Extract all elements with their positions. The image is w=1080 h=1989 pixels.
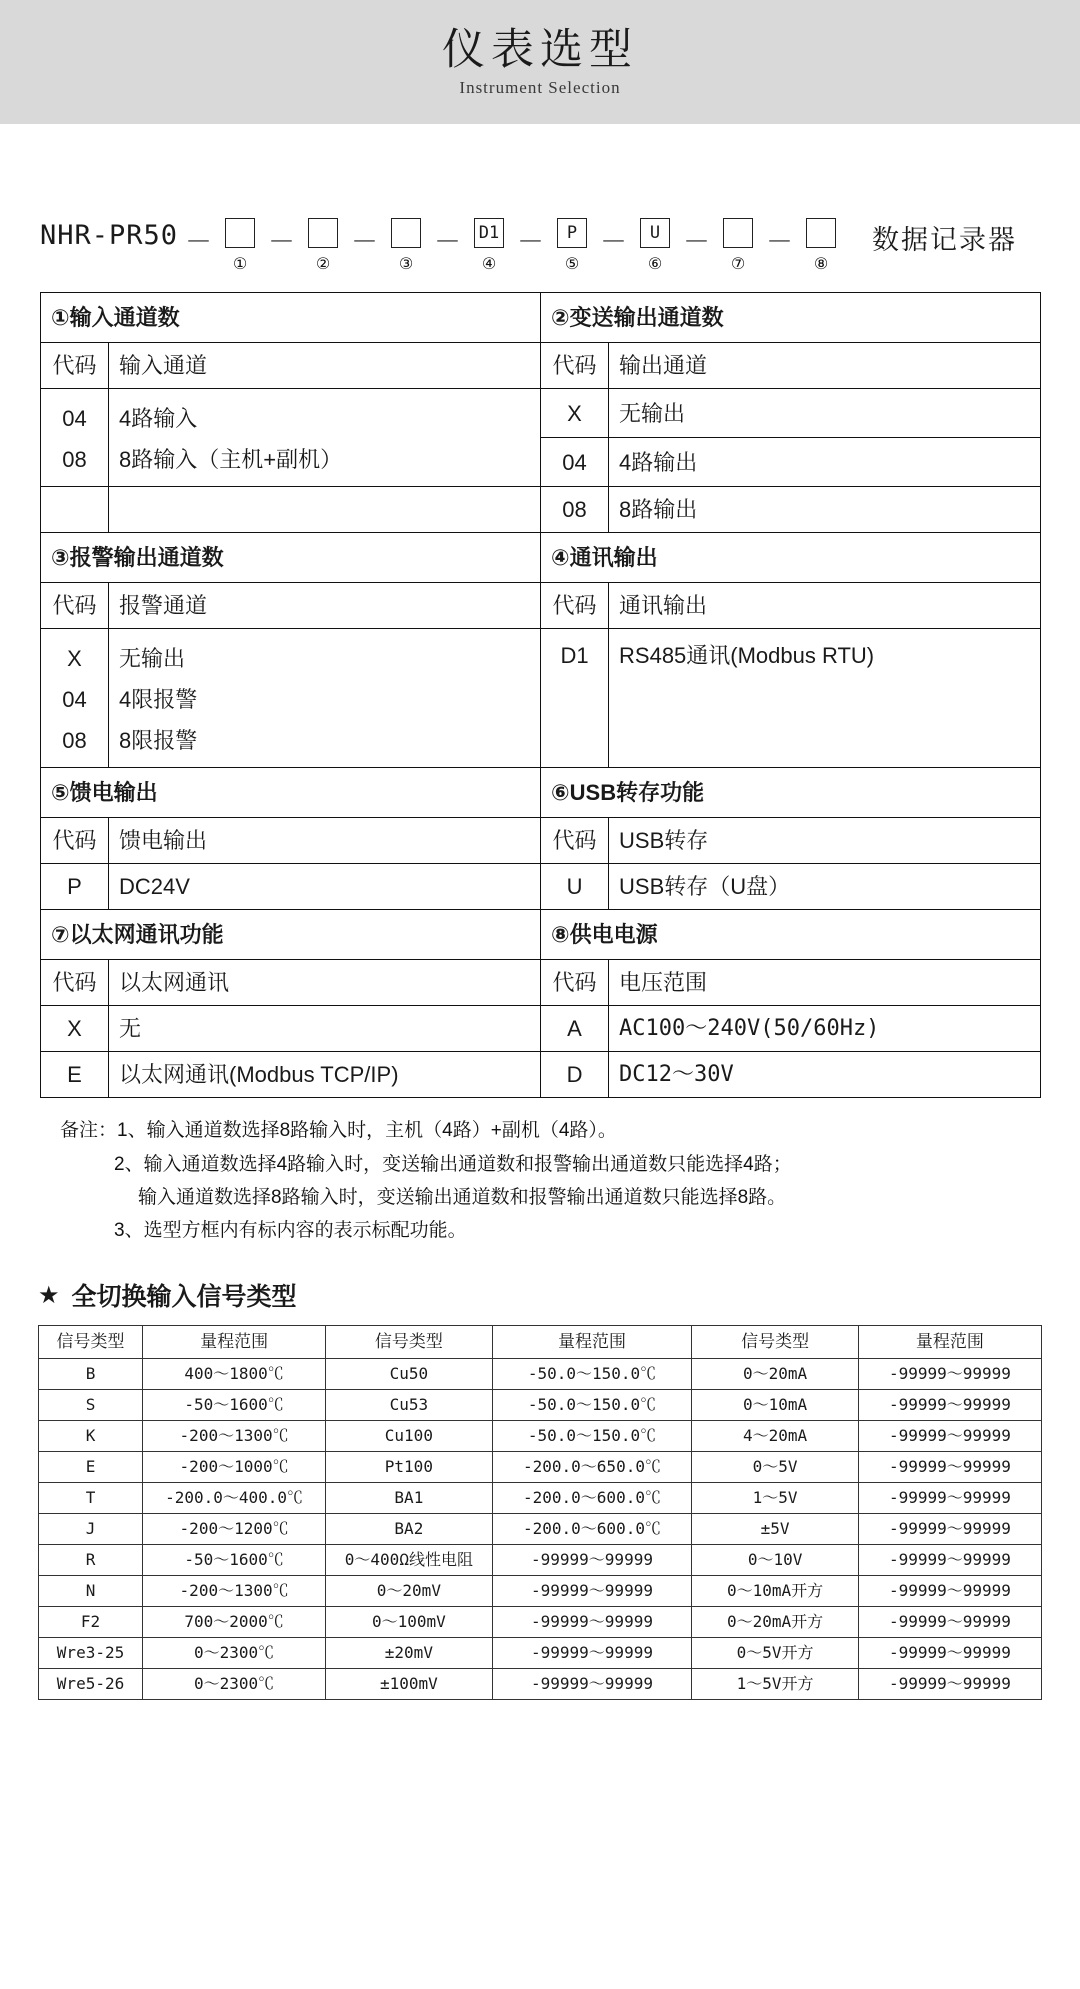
section-1-desc-1: 8路输入（主机+副机） bbox=[119, 446, 343, 472]
table-header-row bbox=[39, 1326, 1042, 1358]
table-row bbox=[41, 960, 1041, 1006]
section-1-desc-0: 4路输入 bbox=[119, 406, 198, 431]
signal-cell: -99999～99999 bbox=[858, 1482, 1041, 1513]
section-7-code-header: 代码 bbox=[41, 960, 109, 1006]
signal-cell: -99999～99999 bbox=[858, 1668, 1041, 1699]
section-6-code-0: U bbox=[541, 864, 609, 910]
selection-table bbox=[40, 292, 1041, 1098]
page-title: 仪表选型 bbox=[442, 26, 638, 74]
signal-cell: Pt100 bbox=[326, 1451, 492, 1482]
section-8-desc-0: AC100～240V(50/60Hz) bbox=[609, 1006, 1041, 1052]
section-6-desc-0: USB转存（U盘） bbox=[609, 864, 1041, 910]
signal-cell: BA1 bbox=[326, 1482, 492, 1513]
signal-cell: -99999～99999 bbox=[858, 1451, 1041, 1482]
notes-line-3: 3、选型方框内有标内容的表示标配功能。 bbox=[114, 1220, 467, 1242]
section-4-desc-0: RS485通讯(Modbus RTU) bbox=[609, 629, 1041, 768]
signal-cell: E bbox=[39, 1451, 143, 1482]
signal-cell: -200～1300℃ bbox=[143, 1575, 326, 1606]
signal-cell: -200～1300℃ bbox=[143, 1420, 326, 1451]
table-row bbox=[41, 1052, 1041, 1098]
signal-cell: 0～20mA开方 bbox=[692, 1606, 858, 1637]
star-icon: ★ bbox=[38, 1281, 60, 1309]
signal-cell: 1～5V bbox=[692, 1482, 858, 1513]
signal-cell: -50.0～150.0℃ bbox=[492, 1358, 692, 1389]
signal-cell: Cu100 bbox=[326, 1420, 492, 1451]
signal-cell: 700～2000℃ bbox=[143, 1606, 326, 1637]
section-1-code-header: 代码 bbox=[41, 343, 109, 389]
section-3-code-1: 04 bbox=[62, 687, 87, 713]
signal-cell: -99999～99999 bbox=[492, 1637, 692, 1668]
signal-cell: -99999～99999 bbox=[858, 1358, 1041, 1389]
signal-header-5: 量程范围 bbox=[858, 1326, 1041, 1358]
signal-cell: J bbox=[39, 1513, 143, 1544]
model-dash-2: － bbox=[268, 227, 296, 258]
signal-cell: Cu50 bbox=[326, 1358, 492, 1389]
table-row bbox=[39, 1544, 1042, 1575]
signal-header-4: 信号类型 bbox=[692, 1326, 858, 1358]
signal-section-title: 全切换输入信号类型 bbox=[71, 1283, 297, 1312]
signal-cell: -99999～99999 bbox=[858, 1606, 1041, 1637]
section-7-desc-0: 无 bbox=[109, 1006, 541, 1052]
signal-cell: -200.0～600.0℃ bbox=[492, 1482, 692, 1513]
section-6-title: ⑥USB转存功能 bbox=[541, 768, 1041, 818]
section-2-desc-2: 8路输出 bbox=[609, 487, 1041, 533]
section-2-title: ②变送输出通道数 bbox=[541, 293, 1041, 343]
section-2-desc-0: 无输出 bbox=[609, 389, 1041, 438]
table-row bbox=[41, 1006, 1041, 1052]
notes-line-1 bbox=[60, 1114, 1020, 1147]
section-2-desc-1: 4路输出 bbox=[609, 438, 1041, 487]
signal-cell: 0～400Ω线性电阻 bbox=[326, 1544, 492, 1575]
signal-cell: -200.0～600.0℃ bbox=[492, 1513, 692, 1544]
signal-header-2: 信号类型 bbox=[326, 1326, 492, 1358]
section-3-code-2: 08 bbox=[62, 727, 87, 753]
model-slot-4-index: ④ bbox=[481, 256, 497, 273]
model-slot-3 bbox=[385, 210, 427, 274]
section-2-code-header: 代码 bbox=[541, 343, 609, 389]
signal-cell: 0～10V bbox=[692, 1544, 858, 1575]
signal-cell: 0～10mA bbox=[692, 1389, 858, 1420]
signal-cell: T bbox=[39, 1482, 143, 1513]
section-8-code-0: A bbox=[541, 1006, 609, 1052]
signal-cell: 0～20mA bbox=[692, 1358, 858, 1389]
model-slot-1-box bbox=[225, 218, 255, 248]
signal-cell: -50.0～150.0℃ bbox=[492, 1420, 692, 1451]
section-1-desc-header: 输入通道 bbox=[109, 343, 541, 389]
signal-cell: BA2 bbox=[326, 1513, 492, 1544]
signal-cell: -99999～99999 bbox=[858, 1575, 1041, 1606]
notes-text-1: 1、输入通道数选择8路输入时，主机（4路）+副机（4路）。 bbox=[117, 1120, 617, 1142]
model-slot-3-box bbox=[391, 218, 421, 248]
section-8-title: ⑧供电电源 bbox=[541, 910, 1041, 960]
section-3-desc-1: 4限报警 bbox=[119, 687, 198, 713]
model-slot-2-index: ② bbox=[315, 256, 331, 273]
table-row bbox=[39, 1606, 1042, 1637]
model-code bbox=[40, 210, 842, 274]
section-5-desc-header: 馈电输出 bbox=[109, 818, 541, 864]
table-row bbox=[39, 1637, 1042, 1668]
table-row bbox=[41, 487, 1041, 533]
section-7-code-1: E bbox=[41, 1052, 109, 1098]
table-row bbox=[41, 629, 1041, 768]
section-5-desc-0: DC24V bbox=[109, 864, 541, 910]
section-3-title: ③报警输出通道数 bbox=[41, 533, 541, 583]
signal-cell: -50～1600℃ bbox=[143, 1544, 326, 1575]
model-slot-1 bbox=[219, 210, 261, 274]
section-3-desc-header: 报警通道 bbox=[109, 583, 541, 629]
model-slot-3-index: ③ bbox=[398, 256, 414, 273]
signal-cell: ±20mV bbox=[326, 1637, 492, 1668]
section-2-code-1: 04 bbox=[541, 438, 609, 487]
signal-cell: -50～1600℃ bbox=[143, 1389, 326, 1420]
signal-cell: F2 bbox=[39, 1606, 143, 1637]
section-4-code-header: 代码 bbox=[541, 583, 609, 629]
table-row bbox=[41, 293, 1041, 343]
signal-cell: Wre3-25 bbox=[39, 1637, 143, 1668]
signal-cell: 0～2300℃ bbox=[143, 1668, 326, 1699]
signal-cell: -99999～99999 bbox=[492, 1606, 692, 1637]
model-slot-4-box: D1 bbox=[474, 218, 504, 248]
section-2-desc-header: 输出通道 bbox=[609, 343, 1041, 389]
table-row bbox=[41, 818, 1041, 864]
section-7-code-0: X bbox=[41, 1006, 109, 1052]
signal-cell: 0～5V bbox=[692, 1451, 858, 1482]
notes-block bbox=[60, 1114, 1020, 1247]
section-7-desc-header: 以太网通讯 bbox=[109, 960, 541, 1006]
model-slot-2-box bbox=[308, 218, 338, 248]
signal-cell: S bbox=[39, 1389, 143, 1420]
section-4-title: ④通讯输出 bbox=[541, 533, 1041, 583]
signal-cell: -50.0～150.0℃ bbox=[492, 1389, 692, 1420]
signal-cell: 1～5V开方 bbox=[692, 1668, 858, 1699]
model-slot-5-box: P bbox=[557, 218, 587, 248]
signal-cell: -99999～99999 bbox=[858, 1389, 1041, 1420]
section-5-title: ⑤馈电输出 bbox=[41, 768, 541, 818]
model-slot-1-index: ① bbox=[232, 256, 248, 273]
signal-cell: 4～20mA bbox=[692, 1420, 858, 1451]
model-slot-6-box: U bbox=[640, 218, 670, 248]
model-slot-8 bbox=[800, 210, 842, 274]
notes-line-2b: 输入通道数选择8路输入时，变送输出通道数和报警输出通道数只能选择8路。 bbox=[138, 1186, 787, 1208]
model-slot-5-index: ⑤ bbox=[564, 256, 580, 273]
section-3-code-header: 代码 bbox=[41, 583, 109, 629]
section-7-title: ⑦以太网通讯功能 bbox=[41, 910, 541, 960]
model-slot-7 bbox=[717, 210, 759, 274]
signal-header-3: 量程范围 bbox=[492, 1326, 692, 1358]
model-dash-3: － bbox=[351, 227, 379, 258]
model-slot-7-box bbox=[723, 218, 753, 248]
section-2-code-2: 08 bbox=[541, 487, 609, 533]
section-5-code-header: 代码 bbox=[41, 818, 109, 864]
signal-type-table bbox=[38, 1325, 1042, 1699]
section-3-desc-2: 8限报警 bbox=[119, 727, 198, 753]
model-slot-8-index: ⑧ bbox=[813, 256, 829, 273]
table-row bbox=[39, 1575, 1042, 1606]
section-6-desc-header: USB转存 bbox=[609, 818, 1041, 864]
table-row bbox=[39, 1420, 1042, 1451]
notes-label: 备注： bbox=[60, 1120, 118, 1142]
signal-header-1: 量程范围 bbox=[143, 1326, 326, 1358]
table-row bbox=[39, 1389, 1042, 1420]
signal-cell: 0～5V开方 bbox=[692, 1637, 858, 1668]
section-8-code-header: 代码 bbox=[541, 960, 609, 1006]
section-8-desc-header: 电压范围 bbox=[609, 960, 1041, 1006]
section-5-code-0: P bbox=[41, 864, 109, 910]
model-slot-6-index: ⑥ bbox=[647, 256, 663, 273]
signal-cell: 0～10mA开方 bbox=[692, 1575, 858, 1606]
table-row bbox=[41, 910, 1041, 960]
model-dash-5: － bbox=[517, 227, 545, 258]
model-slot-2 bbox=[302, 210, 344, 274]
section-4-code-0: D1 bbox=[541, 629, 609, 768]
signal-cell: ±5V bbox=[692, 1513, 858, 1544]
signal-cell: Cu53 bbox=[326, 1389, 492, 1420]
model-slot-8-box bbox=[806, 218, 836, 248]
table-row bbox=[39, 1482, 1042, 1513]
table-row bbox=[41, 768, 1041, 818]
signal-cell: -99999～99999 bbox=[858, 1637, 1041, 1668]
section-8-desc-1: DC12～30V bbox=[609, 1052, 1041, 1098]
model-dash-4: － bbox=[434, 227, 462, 258]
page-header bbox=[0, 0, 1080, 124]
model-dash-8: － bbox=[766, 227, 794, 258]
page-subtitle: Instrument Selection bbox=[459, 78, 621, 98]
signal-cell: -99999～99999 bbox=[492, 1544, 692, 1575]
signal-cell: -200～1000℃ bbox=[143, 1451, 326, 1482]
signal-cell: -200～1200℃ bbox=[143, 1513, 326, 1544]
signal-cell: -99999～99999 bbox=[492, 1575, 692, 1606]
section-1-code-1: 08 bbox=[62, 446, 87, 472]
signal-cell: N bbox=[39, 1575, 143, 1606]
model-slot-6 bbox=[634, 210, 676, 274]
signal-section-heading bbox=[38, 1277, 1080, 1313]
section-7-desc-1: 以太网通讯(Modbus TCP/IP) bbox=[109, 1052, 541, 1098]
model-dash-1: － bbox=[185, 227, 213, 258]
section-8-code-1: D bbox=[541, 1052, 609, 1098]
signal-cell: R bbox=[39, 1544, 143, 1575]
section-4-desc-header: 通讯输出 bbox=[609, 583, 1041, 629]
model-slot-5 bbox=[551, 210, 593, 274]
section-1-code-0: 04 bbox=[62, 406, 87, 431]
model-dash-6: － bbox=[600, 227, 628, 258]
section-2-code-0: X bbox=[541, 389, 609, 438]
table-row bbox=[41, 864, 1041, 910]
table-row bbox=[41, 389, 1041, 438]
signal-cell: 0～2300℃ bbox=[143, 1637, 326, 1668]
signal-header-0: 信号类型 bbox=[39, 1326, 143, 1358]
signal-cell: -200.0～400.0℃ bbox=[143, 1482, 326, 1513]
signal-cell: 0～20mV bbox=[326, 1575, 492, 1606]
section-3-code-0: X bbox=[67, 646, 82, 672]
table-row bbox=[39, 1668, 1042, 1699]
model-slot-4 bbox=[468, 210, 510, 274]
model-slot-7-index: ⑦ bbox=[730, 256, 746, 273]
page-bottom-spacer bbox=[0, 1700, 1080, 1740]
signal-cell: 400～1800℃ bbox=[143, 1358, 326, 1389]
signal-cell: -99999～99999 bbox=[492, 1668, 692, 1699]
table-row bbox=[41, 343, 1041, 389]
table-row bbox=[39, 1358, 1042, 1389]
model-dash-7: － bbox=[683, 227, 711, 258]
signal-cell: -200.0～650.0℃ bbox=[492, 1451, 692, 1482]
table-row bbox=[41, 583, 1041, 629]
section-3-desc-0: 无输出 bbox=[119, 646, 186, 672]
signal-cell: 0～100mV bbox=[326, 1606, 492, 1637]
model-code-row bbox=[0, 210, 1080, 274]
signal-cell: Wre5-26 bbox=[39, 1668, 143, 1699]
signal-cell: -99999～99999 bbox=[858, 1544, 1041, 1575]
section-1-title: ①输入通道数 bbox=[41, 293, 541, 343]
signal-cell: ±100mV bbox=[326, 1668, 492, 1699]
signal-cell: K bbox=[39, 1420, 143, 1451]
signal-cell: B bbox=[39, 1358, 143, 1389]
signal-cell: -99999～99999 bbox=[858, 1420, 1041, 1451]
model-product-name: 数据记录器 bbox=[872, 225, 1018, 255]
model-prefix: NHR-PR50 bbox=[40, 220, 179, 251]
section-6-code-header: 代码 bbox=[541, 818, 609, 864]
table-row bbox=[39, 1513, 1042, 1544]
table-row bbox=[41, 533, 1041, 583]
notes-line-2a: 2、输入通道数选择4路输入时，变送输出通道数和报警输出通道数只能选择4路； bbox=[114, 1153, 792, 1175]
table-row bbox=[39, 1451, 1042, 1482]
signal-cell: -99999～99999 bbox=[858, 1513, 1041, 1544]
